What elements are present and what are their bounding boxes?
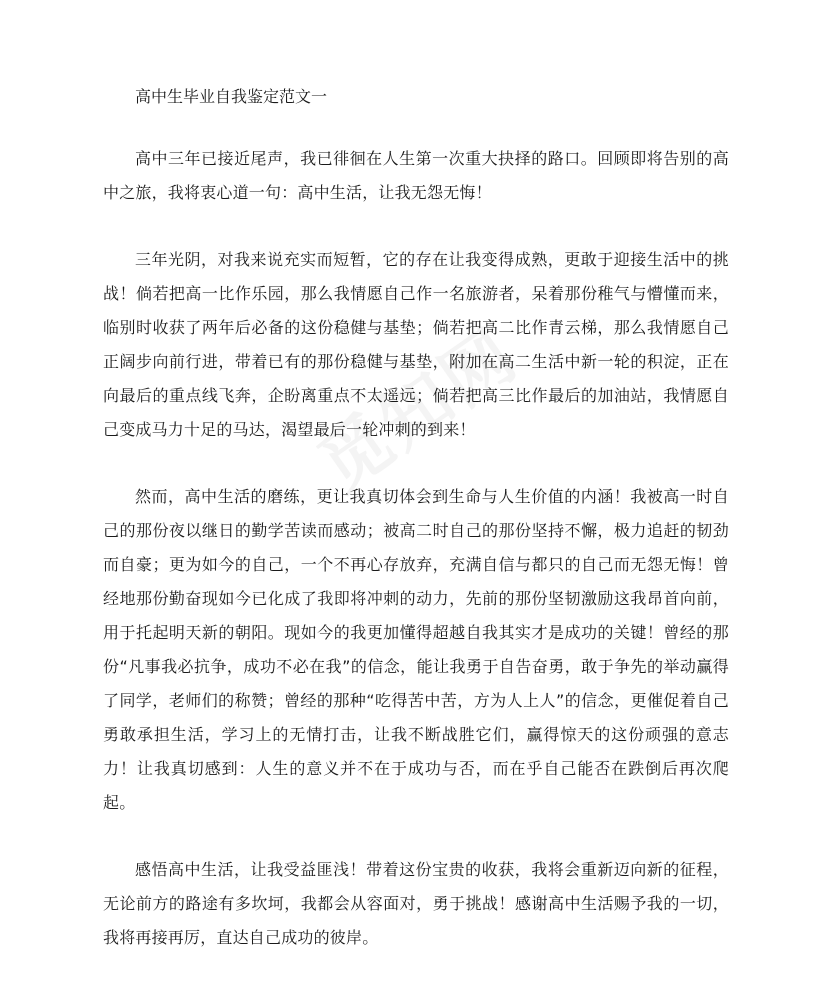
paragraph-conclusion: 感悟高中生活，让我受益匪浅！带着这份宝贵的收获，我将会重新迈向新的征程，无论前方的路途有多坎坷，我都会从容面对，勇于挑战！感谢高中生活赐予我的一切，我将再接再厉，直达自己成功的彼岸。	[103, 860, 729, 947]
document-body	[103, 80, 729, 988]
paragraph-three-years: 三年光阴，对我来说充实而短暂，它的存在让我变得成熟，更敢于迎接生活中的挑战！倘若把高一比作乐园，那么我情愿自己作一名旅游者，呆着那份稚气与懵懂而来，临别时收获了两年后必备的这份稳健与基垫；倘若把高二比作青云梯，那么我情愿自己正阔步向前行进，带着已有的那份稳健与基垫，附加在高二生活中新一轮的积淀，正在向最后的重点线飞奔，企盼离重点不太遥远；倘若把高三比作最后的加油站，我情愿自己变成马力十足的马达，渴望最后一轮冲刺的到来！	[103, 250, 729, 439]
paragraph-reflection: 然而，高中生活的磨练，更让我真切体会到生命与人生价值的内涵！我被高一时自己的那份夜以继日的勤学苦读而感动；被高二时自己的那份坚持不懈，极力追赶的韧劲而自豪；更为如今的自己，一个不再心存放弃，充满自信与都只的自己而无怨无悔！曾经地那份勤奋现如今已化成了我即将冲刺的动力，先前的那份坚韧激励这我昂首向前，用于托起明天新的朝阳。现如今的我更加懂得超越自我其实才是成功的关键！曾经的那份“凡事我必抗争，成功不必在我”的信念，能让我勇于自告奋勇，敢于争先的举动赢得了同学，老师们的称赞；曾经的那种“吃得苦中苦，方为人上人”的信念，更催促着自己勇敢承担生活，学习上的无情打击，让我不断战胜它们，赢得惊天的这份顽强的意志力！让我真切感到：人生的意义并不在于成功与否，而在乎自己能否在跌倒后再次爬起。	[103, 487, 729, 812]
paragraph-intro: 高中三年已接近尾声，我已徘徊在人生第一次重大抉择的路口。回顾即将告别的高中之旅，我将衷心道一句：高中生活，让我无怨无悔！	[103, 149, 729, 202]
document-title: 高中生毕业自我鉴定范文一	[135, 87, 328, 106]
